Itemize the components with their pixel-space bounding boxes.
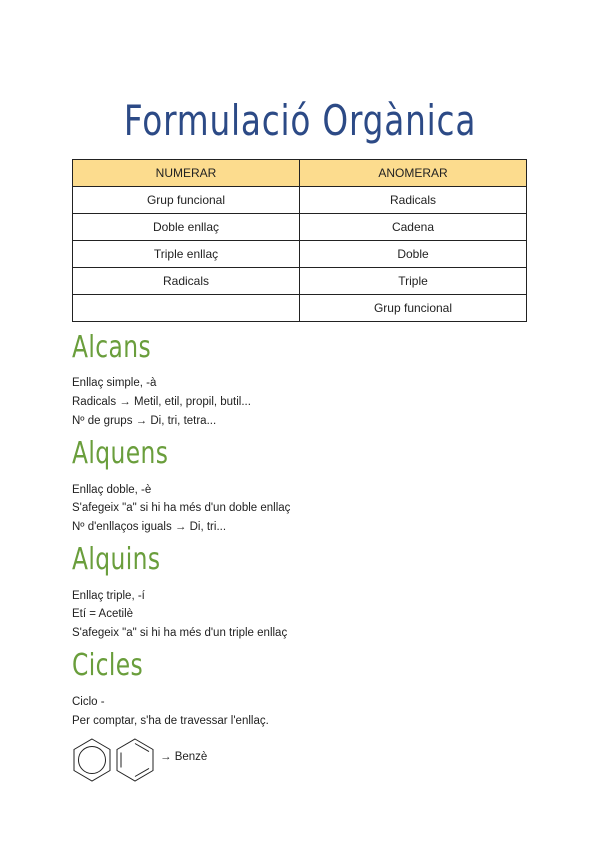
table-cell: Triple <box>300 268 527 295</box>
table-cell: Radicals <box>300 187 527 214</box>
text-line: Nº d'enllaços iguals → Di, tri... <box>72 521 227 533</box>
page-title: Formulació Orgànica <box>123 96 477 145</box>
table-cell: Doble enllaç <box>73 214 300 241</box>
benzene-kekule-structure <box>117 739 153 781</box>
text-line: Enllaç simple, -à <box>72 377 157 389</box>
table-cell <box>73 295 300 322</box>
section-heading-alquins: Alquins <box>72 542 161 577</box>
text-line: Enllaç triple, -í <box>72 590 145 602</box>
table-row <box>73 187 527 214</box>
table-header-row <box>73 160 527 187</box>
table-cell: Grup funcional <box>73 187 300 214</box>
table-row <box>73 214 527 241</box>
table-row <box>73 268 527 295</box>
table-row <box>73 241 527 268</box>
text-line: S'afegeix "a" si hi ha més d'un triple enllaç <box>72 627 288 639</box>
section-heading-alcans: Alcans <box>72 330 152 365</box>
column-header-numerar: NUMERAR <box>73 160 300 187</box>
text-line: S'afegeix "a" si hi ha més d'un doble enllaç <box>72 502 291 514</box>
rules-table <box>72 159 527 322</box>
section-heading-alquens: Alquens <box>72 436 169 471</box>
table-cell: Grup funcional <box>300 295 527 322</box>
text-line: Ciclo - <box>72 696 105 708</box>
text-line: Nº de grups → Di, tri, tetra... <box>72 415 217 427</box>
table-cell: Radicals <box>73 268 300 295</box>
table-cell: Triple enllaç <box>73 241 300 268</box>
section-heading-cicles: Cicles <box>72 648 144 683</box>
benzene-label: → Benzè <box>160 751 208 763</box>
column-header-anomerar: ANOMERAR <box>300 160 527 187</box>
text-line: Radicals → Metil, etil, propil, butil... <box>72 396 251 408</box>
table-row <box>73 295 527 322</box>
benzene-structure-diagram <box>72 737 158 785</box>
benzene-circle-structure <box>74 739 110 781</box>
table-cell: Cadena <box>300 214 527 241</box>
text-line: Enllaç doble, -è <box>72 484 152 496</box>
text-line: Per comptar, s'ha de travessar l'enllaç. <box>72 715 269 727</box>
table-cell: Doble <box>300 241 527 268</box>
text-line: Etí = Acetilè <box>72 608 134 620</box>
